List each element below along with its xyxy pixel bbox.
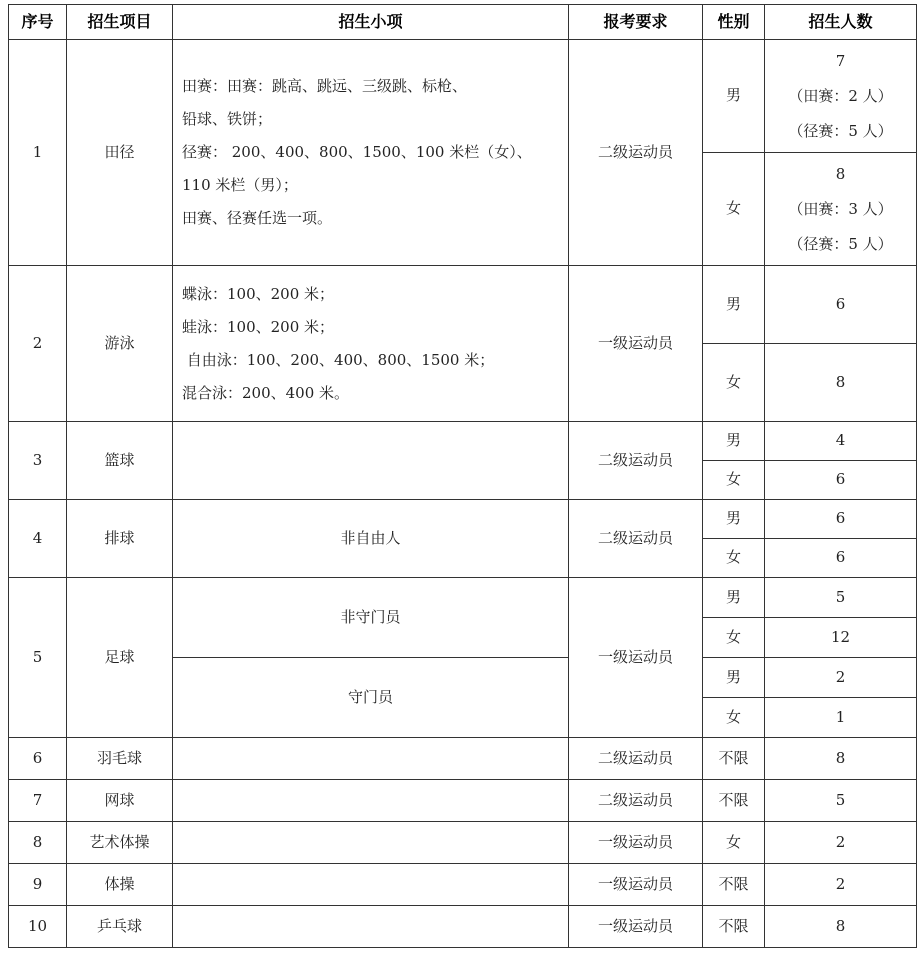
header-count: 招生人数 xyxy=(765,5,917,40)
gender-cell: 男 xyxy=(703,40,765,153)
project-name: 体操 xyxy=(67,864,173,906)
gender-cell: 女 xyxy=(703,822,765,864)
count-cell: 6 xyxy=(765,266,917,344)
gender-cell: 男 xyxy=(703,422,765,461)
sub-item-description: 非守门员 xyxy=(173,578,569,658)
project-name: 排球 xyxy=(67,500,173,578)
sub-item-description: 非自由人 xyxy=(173,500,569,578)
table-row xyxy=(9,822,917,864)
count-cell: 12 xyxy=(765,618,917,658)
desc-line: 混合泳：200、400 米。 xyxy=(182,383,350,402)
desc-line: 田赛：田赛：跳高、跳远、三级跳、标枪、 xyxy=(182,77,468,95)
count-cell: 8 xyxy=(765,738,917,780)
gender-cell: 女 xyxy=(703,153,765,266)
gender-cell: 男 xyxy=(703,500,765,539)
row-number: 10 xyxy=(9,906,67,948)
requirement: 一级运动员 xyxy=(569,266,703,422)
gender-cell: 女 xyxy=(703,698,765,738)
project-name: 网球 xyxy=(67,780,173,822)
gender-cell: 不限 xyxy=(703,864,765,906)
count-total: 8 xyxy=(835,164,846,183)
requirement: 二级运动员 xyxy=(569,40,703,266)
gender-cell: 男 xyxy=(703,266,765,344)
requirement: 二级运动员 xyxy=(569,738,703,780)
count-cell: 2 xyxy=(765,864,917,906)
count-cell: 6 xyxy=(765,500,917,539)
table-row xyxy=(9,422,917,461)
requirement: 二级运动员 xyxy=(569,780,703,822)
requirement: 二级运动员 xyxy=(569,500,703,578)
sub-item-description xyxy=(173,822,569,864)
table-row xyxy=(9,266,917,344)
gender-cell: 不限 xyxy=(703,780,765,822)
desc-line: 自由泳：100、200、400、800、1500 米； xyxy=(182,350,495,369)
sub-item-description xyxy=(173,40,569,266)
gender-cell: 女 xyxy=(703,539,765,578)
row-number: 1 xyxy=(9,40,67,266)
count-cell: 6 xyxy=(765,539,917,578)
table-row xyxy=(9,780,917,822)
requirement: 一级运动员 xyxy=(569,906,703,948)
table-row xyxy=(9,40,917,153)
header-project: 招生项目 xyxy=(67,5,173,40)
header-gender: 性别 xyxy=(703,5,765,40)
project-name: 羽毛球 xyxy=(67,738,173,780)
desc-line: 径赛： 200、400、800、1500、100 米栏（女）、 xyxy=(182,143,532,161)
count-cell: 5 xyxy=(765,578,917,618)
row-number: 2 xyxy=(9,266,67,422)
count-cell xyxy=(765,153,917,266)
project-name: 乒乓球 xyxy=(67,906,173,948)
header-requirement: 报考要求 xyxy=(569,5,703,40)
header-no: 序号 xyxy=(9,5,67,40)
desc-line: 田赛、径赛任选一项。 xyxy=(182,209,333,227)
table-row xyxy=(9,578,917,618)
count-breakdown: （径赛：5 人） xyxy=(788,234,893,253)
requirement: 一级运动员 xyxy=(569,578,703,738)
count-cell: 6 xyxy=(765,461,917,500)
table-row xyxy=(9,864,917,906)
count-breakdown: （田赛：2 人） xyxy=(788,86,893,105)
desc-line: 蛙泳：100、200 米； xyxy=(182,317,335,336)
sub-item-description: 守门员 xyxy=(173,658,569,738)
requirement: 一级运动员 xyxy=(569,822,703,864)
gender-cell: 男 xyxy=(703,578,765,618)
sub-item-description xyxy=(173,780,569,822)
gender-cell: 女 xyxy=(703,618,765,658)
count-cell: 2 xyxy=(765,822,917,864)
row-number: 8 xyxy=(9,822,67,864)
project-name: 足球 xyxy=(67,578,173,738)
count-cell: 5 xyxy=(765,780,917,822)
project-name: 游泳 xyxy=(67,266,173,422)
count-cell: 2 xyxy=(765,658,917,698)
gender-cell: 男 xyxy=(703,658,765,698)
row-number: 5 xyxy=(9,578,67,738)
row-number: 4 xyxy=(9,500,67,578)
requirement: 二级运动员 xyxy=(569,422,703,500)
count-total: 7 xyxy=(835,51,846,70)
sub-item-description xyxy=(173,422,569,500)
gender-cell: 女 xyxy=(703,461,765,500)
row-number: 9 xyxy=(9,864,67,906)
count-breakdown: （径赛：5 人） xyxy=(788,121,893,140)
header-row xyxy=(9,5,917,40)
desc-line: 铅球、铁饼； xyxy=(182,110,273,128)
desc-line: 110 米栏（男）； xyxy=(182,176,298,194)
count-cell: 4 xyxy=(765,422,917,461)
count-breakdown: （田赛：3 人） xyxy=(788,199,893,218)
project-name: 篮球 xyxy=(67,422,173,500)
table-row xyxy=(9,906,917,948)
count-cell: 1 xyxy=(765,698,917,738)
table-row xyxy=(9,738,917,780)
row-number: 6 xyxy=(9,738,67,780)
gender-cell: 女 xyxy=(703,344,765,422)
sub-item-description xyxy=(173,906,569,948)
sub-item-description xyxy=(173,864,569,906)
count-cell xyxy=(765,40,917,153)
requirement: 一级运动员 xyxy=(569,864,703,906)
count-cell: 8 xyxy=(765,344,917,422)
project-name: 艺术体操 xyxy=(67,822,173,864)
sub-item-description xyxy=(173,738,569,780)
row-number: 7 xyxy=(9,780,67,822)
enrollment-table xyxy=(8,4,917,948)
sub-item-description xyxy=(173,266,569,422)
gender-cell: 不限 xyxy=(703,906,765,948)
table-row xyxy=(9,500,917,539)
header-sub-item: 招生小项 xyxy=(173,5,569,40)
count-cell: 8 xyxy=(765,906,917,948)
row-number: 3 xyxy=(9,422,67,500)
gender-cell: 不限 xyxy=(703,738,765,780)
project-name: 田径 xyxy=(67,40,173,266)
desc-line: 蝶泳：100、200 米； xyxy=(182,284,335,303)
